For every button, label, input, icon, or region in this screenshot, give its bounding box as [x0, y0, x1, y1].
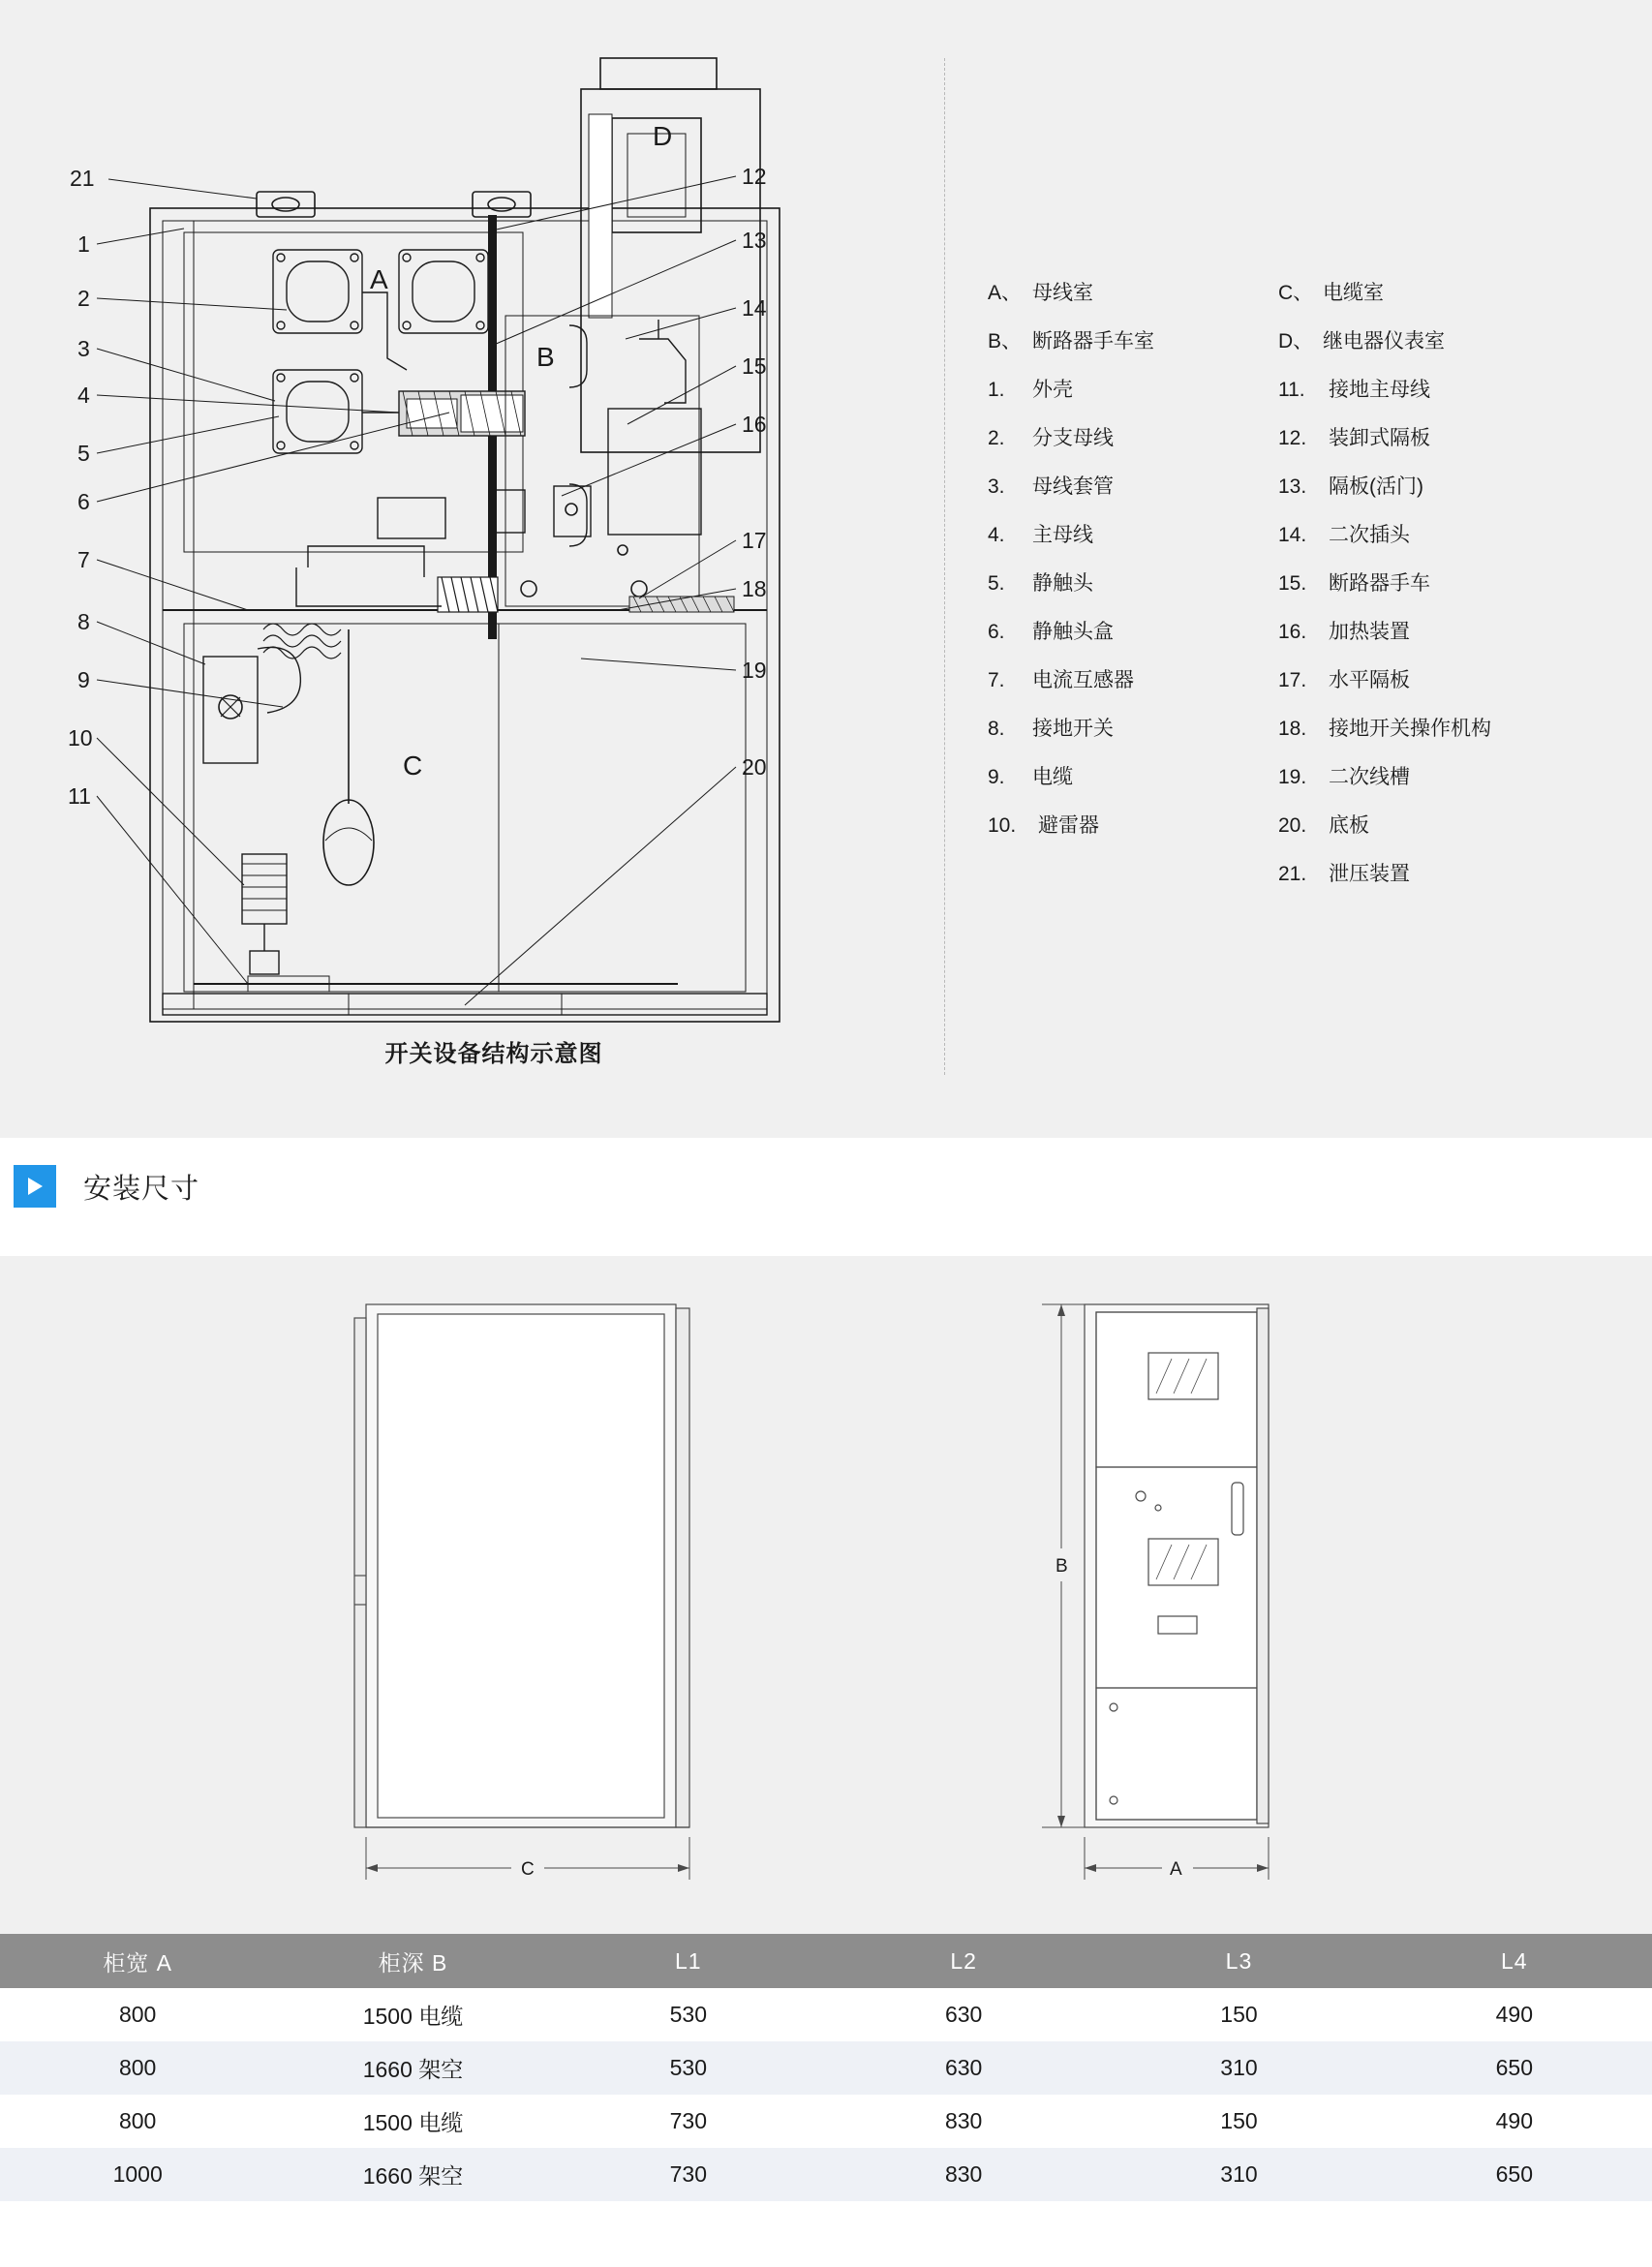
- legend-label: 电缆: [1032, 766, 1073, 788]
- callout-10: 10: [68, 725, 93, 751]
- callout-15: 15: [742, 353, 767, 379]
- cell-l1: 530: [551, 1988, 826, 2041]
- legend-key: B、: [988, 330, 1023, 352]
- callout-21: 21: [70, 166, 95, 191]
- cell-cabinet-depth: 1500 电缆: [275, 1988, 550, 2041]
- callout-13: 13: [742, 228, 767, 253]
- callout-8: 8: [77, 609, 90, 634]
- legend-num: 6.: [988, 621, 1005, 643]
- diagram-caption: 开关设备结构示意图: [384, 1041, 603, 1067]
- legend-label: 电流互感器: [1032, 669, 1134, 691]
- legend-row-7: [988, 657, 1607, 705]
- legend-list: [988, 269, 1607, 899]
- legend-label: 母线室: [1032, 282, 1093, 304]
- legend-num: 16.: [1278, 621, 1307, 643]
- cell-l4: 490: [1377, 2095, 1652, 2148]
- col-header-cabinet-width: 柜宽 A: [0, 1934, 275, 1988]
- legend-key: C、: [1278, 282, 1314, 304]
- section-title: 安装尺寸: [83, 1173, 200, 1205]
- col-header-l2: L2: [826, 1934, 1101, 1988]
- legend-label: 隔板(活门): [1329, 475, 1423, 498]
- callout-14: 14: [742, 295, 767, 321]
- col-header-l1: L1: [551, 1934, 826, 1988]
- side-view-width-label: A: [1170, 1859, 1182, 1880]
- legend-label: 电缆室: [1323, 282, 1384, 304]
- legend-row-11: [988, 850, 1607, 899]
- zone-label-D: D: [653, 121, 673, 151]
- callout-12: 12: [742, 164, 767, 189]
- legend-num: 9.: [988, 766, 1005, 788]
- cabinet-side-view-drawing: [968, 1285, 1375, 1905]
- side-view-height-label: B: [1055, 1556, 1068, 1577]
- legend-label: 断路器手车室: [1032, 330, 1154, 352]
- legend-item-2: [988, 414, 1278, 463]
- legend-item-16: [1278, 608, 1569, 657]
- legend-row-rooms-1: [988, 269, 1607, 318]
- callout-9: 9: [77, 667, 90, 692]
- legend-item-20: [1278, 802, 1569, 850]
- legend-label: 避雷器: [1038, 814, 1099, 837]
- legend-label: 底板: [1329, 814, 1369, 837]
- legend-item-5: [988, 560, 1278, 608]
- cell-l3: 150: [1101, 1988, 1376, 2041]
- cell-l1: 730: [551, 2148, 826, 2201]
- cell-l3: 150: [1101, 2095, 1376, 2148]
- legend-item-13: [1278, 463, 1569, 511]
- legend-num: 2.: [988, 427, 1005, 449]
- legend-label: 断路器手车: [1329, 572, 1430, 595]
- legend-item-14: [1278, 511, 1569, 560]
- front-view-width-label: C: [521, 1859, 535, 1880]
- legend-label: 泄压装置: [1329, 863, 1410, 885]
- legend-label: 静触头: [1032, 572, 1093, 595]
- legend-label: 二次线槽: [1329, 766, 1410, 788]
- legend-num: 17.: [1278, 669, 1307, 691]
- legend-num: 11.: [1278, 379, 1305, 401]
- play-triangle-icon: [14, 1165, 56, 1208]
- legend-item-room-c: [1278, 269, 1569, 318]
- legend-num: 3.: [988, 475, 1005, 498]
- legend-label: 主母线: [1032, 524, 1093, 546]
- legend-item-15: [1278, 560, 1569, 608]
- legend-num: 21.: [1278, 863, 1307, 885]
- legend-item-9: [988, 753, 1278, 802]
- table-row: [0, 2095, 1652, 2148]
- legend-label: 二次插头: [1329, 524, 1410, 546]
- callout-20: 20: [742, 754, 767, 780]
- legend-item-7: [988, 657, 1278, 705]
- legend-num: 13.: [1278, 475, 1307, 498]
- legend-num: 7.: [988, 669, 1005, 691]
- cell-cabinet-width: 1000: [0, 2148, 275, 2201]
- legend-num: 20.: [1278, 814, 1307, 837]
- callout-7: 7: [77, 547, 90, 572]
- legend-item-10: [988, 802, 1278, 850]
- section-divider: [944, 58, 945, 1075]
- zone-label-B: B: [536, 342, 555, 372]
- cabinet-front-view-drawing: [310, 1285, 794, 1905]
- zone-label-C: C: [403, 751, 423, 781]
- cell-l4: 490: [1377, 1988, 1652, 2041]
- cell-cabinet-width: 800: [0, 1988, 275, 2041]
- cell-l1: 730: [551, 2095, 826, 2148]
- legend-row-4: [988, 511, 1607, 560]
- cell-l2: 630: [826, 1988, 1101, 2041]
- legend-item-18: [1278, 705, 1569, 753]
- legend-key: A、: [988, 282, 1023, 304]
- legend-item-11: [1278, 366, 1569, 414]
- legend-label: 水平隔板: [1329, 669, 1410, 691]
- legend-row-8: [988, 705, 1607, 753]
- legend-item-17: [1278, 657, 1569, 705]
- legend-key: D、: [1278, 330, 1314, 352]
- switchgear-structure-drawing: [58, 29, 930, 1036]
- legend-row-1: [988, 366, 1607, 414]
- legend-item-3: [988, 463, 1278, 511]
- legend-row-9: [988, 753, 1607, 802]
- dimension-spec-table: [0, 1934, 1652, 2201]
- cell-cabinet-width: 800: [0, 2095, 275, 2148]
- legend-item-room-b: [988, 318, 1278, 366]
- legend-row-rooms-2: [988, 318, 1607, 366]
- table-row: [0, 1988, 1652, 2041]
- legend-row-5: [988, 560, 1607, 608]
- cell-l1: 530: [551, 2041, 826, 2095]
- table-header-row: [0, 1934, 1652, 1988]
- cell-l2: 830: [826, 2095, 1101, 2148]
- legend-label: 装卸式隔板: [1329, 427, 1430, 449]
- callout-11: 11: [68, 783, 91, 809]
- callout-2: 2: [77, 286, 90, 311]
- legend-label: 加热装置: [1329, 621, 1410, 643]
- legend-num: 18.: [1278, 718, 1307, 740]
- cell-l2: 830: [826, 2148, 1101, 2201]
- col-header-l4: L4: [1377, 1934, 1652, 1988]
- legend-num: 4.: [988, 524, 1005, 546]
- legend-label: 继电器仪表室: [1323, 330, 1445, 352]
- col-header-cabinet-depth: 柜深 B: [275, 1934, 550, 1988]
- table-row: [0, 2148, 1652, 2201]
- legend-row-6: [988, 608, 1607, 657]
- legend-num: 19.: [1278, 766, 1307, 788]
- legend-num: 14.: [1278, 524, 1307, 546]
- callout-3: 3: [77, 336, 90, 361]
- legend-item-12: [1278, 414, 1569, 463]
- legend-num: 8.: [988, 718, 1005, 740]
- legend-num: 1.: [988, 379, 1005, 401]
- legend-row-2: [988, 414, 1607, 463]
- legend-item-6: [988, 608, 1278, 657]
- cell-cabinet-depth: 1500 电缆: [275, 2095, 550, 2148]
- cell-cabinet-width: 800: [0, 2041, 275, 2095]
- legend-label: 接地开关操作机构: [1329, 718, 1491, 740]
- callout-16: 16: [742, 412, 767, 437]
- installation-dimension-heading: [0, 1138, 1652, 1256]
- legend-num: 15.: [1278, 572, 1307, 595]
- legend-num: 12.: [1278, 427, 1307, 449]
- cell-cabinet-depth: 1660 架空: [275, 2148, 550, 2201]
- legend-item-8: [988, 705, 1278, 753]
- callout-1: 1: [77, 231, 90, 257]
- legend-label: 接地开关: [1032, 718, 1114, 740]
- legend-label: 接地主母线: [1329, 379, 1430, 401]
- legend-item-4: [988, 511, 1278, 560]
- col-header-l3: L3: [1101, 1934, 1376, 1988]
- callout-18: 18: [742, 576, 767, 601]
- legend-item-19: [1278, 753, 1569, 802]
- zone-label-A: A: [370, 264, 388, 294]
- legend-label: 外壳: [1032, 379, 1073, 401]
- legend-item-room-d: [1278, 318, 1569, 366]
- legend-row-3: [988, 463, 1607, 511]
- legend-item-blank: [988, 850, 1278, 899]
- cell-cabinet-depth: 1660 架空: [275, 2041, 550, 2095]
- legend-item-21: [1278, 850, 1569, 899]
- dimension-drawings-section: [0, 1256, 1652, 1934]
- cell-l3: 310: [1101, 2041, 1376, 2095]
- table-row: [0, 2041, 1652, 2095]
- callout-5: 5: [77, 441, 90, 466]
- legend-label: 母线套管: [1032, 475, 1114, 498]
- callout-17: 17: [742, 528, 767, 553]
- cell-l2: 630: [826, 2041, 1101, 2095]
- legend-num: 10.: [988, 814, 1017, 837]
- callout-6: 6: [77, 489, 90, 514]
- legend-num: 5.: [988, 572, 1005, 595]
- cell-l4: 650: [1377, 2041, 1652, 2095]
- legend-label: 分支母线: [1032, 427, 1114, 449]
- callout-4: 4: [77, 383, 90, 408]
- legend-item-1: [988, 366, 1278, 414]
- legend-item-room-a: [988, 269, 1278, 318]
- cell-l3: 310: [1101, 2148, 1376, 2201]
- legend-label: 静触头盒: [1032, 621, 1114, 643]
- legend-row-10: [988, 802, 1607, 850]
- cell-l4: 650: [1377, 2148, 1652, 2201]
- callout-19: 19: [742, 658, 767, 683]
